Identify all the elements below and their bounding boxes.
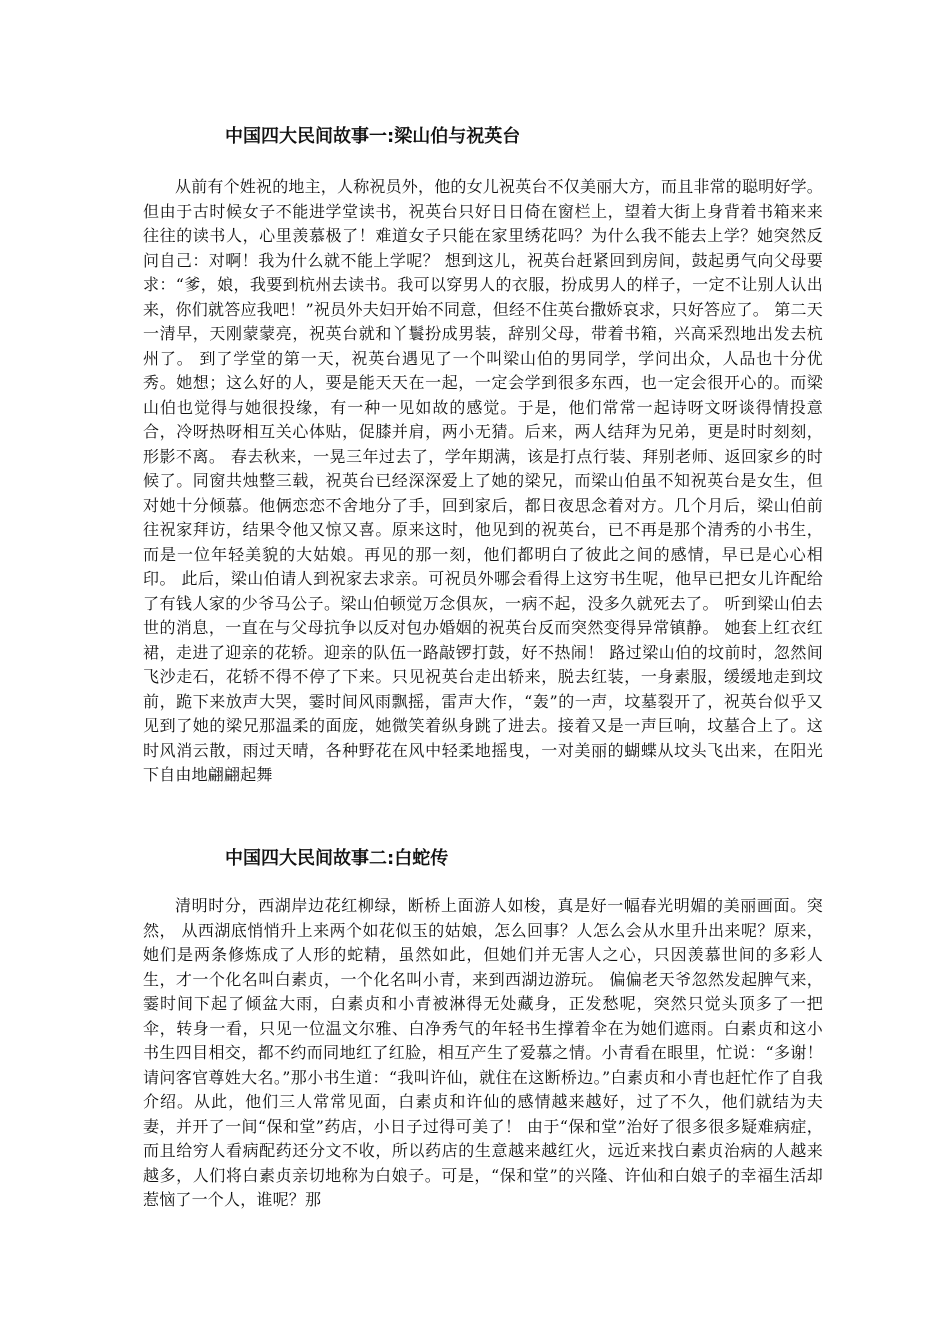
story-section-liang-zhu: [143, 125, 823, 788]
section-paragraph: 清明时分，西湖岸边花红柳绿，断桥上面游人如梭，真是好一幅春光明媚的美丽画面。突然， 从西湖底悄悄升上来两个如花似玉的姑娘，怎么回事？人怎么会从水里升出来呢？原来，她们是两条修炼成了人形的蛇精，虽然如此，但她们并无害人之心，只因羡慕世间的多彩人生，才一个化名叫白素贞，一个化名叫小青，来到西湖边游玩。 偏偏老天爷忽然发起脾气来，霎时间下起了倾盆大雨，白素贞和小青被淋得无处藏身，正发愁呢，突然只觉头顶多了一把伞，转身一看，只见一位温文尔雅、白净秀气的年轻书生撑着伞在为她们遮雨。白素贞和这小书生四目相交，都不约而同地红了红脸，相互产生了爱慕之情。小青看在眼里，忙说：“多谢！请问客官尊姓大名。”那小书生道：“我叫许仙，就住在这断桥边。”白素贞和小青也赶忙作了自我介绍。从此，他们三人常常见面，白素贞和许仙的感情越来越好，过了不久，他们就结为夫妻，并开了一间“保和堂”药店，小日子过得可美了！ 由于“保和堂”治好了很多很多疑难病症，而且给穷人看病配药还分文不收，所以药店的生意越来越红火，远近来找白素贞治病的人越来越多，人们将白素贞亲切地称为白娘子。可是，“保和堂”的兴隆、许仙和白娘子的幸福生活却惹恼了一个人，谁呢？那: [143, 896, 823, 1209]
section-title: 中国四大民间故事二:白蛇传: [225, 848, 449, 869]
section-title: 中国四大民间故事一:梁山伯与祝英台: [225, 126, 521, 147]
story-section-white-snake: [143, 847, 823, 1213]
section-paragraph: 从前有个姓祝的地主，人称祝员外，他的女儿祝英台不仅美丽大方，而且非常的聪明好学。但由于古时候女子不能进学堂读书，祝英台只好日日倚在窗栏上，望着大街上身背着书箱来来往往的读书人，心里羡慕极了！难道女子只能在家里绣花吗？为什么我不能去上学？她突然反问自己：对啊！我为什么就不能上学呢？ 想到这儿，祝英台赶紧回到房间，鼓起勇气向父母要求：“爹，娘，我要到杭州去读书。我可以穿男人的衣服，扮成男人的样子，一定不让别人认出来，你们就答应我吧！”祝员外夫妇开始不同意，但经不住英台撒娇哀求，只好答应了。 第二天一清早，天刚蒙蒙亮，祝英台就和丫鬟扮成男装，辞别父母，带着书箱，兴高采烈地出发去杭州了。 到了学堂的第一天，祝英台遇见了一个叫梁山伯的男同学，学问出众，人品也十分优秀。她想；这么好的人，要是能天天在一起，一定会学到很多东西，也一定会很开心的。而梁山伯也觉得与她很投缘，有一种一见如故的感觉。于是，他们常常一起诗呀文呀谈得情投意合，冷呀热呀相互关心体贴，促膝并肩，两小无猜。后来，两人结拜为兄弟，更是时时刻刻，形影不离。 春去秋来，一晃三年过去了，学年期满，该是打点行装、拜别老师、返回家乡的时候了。同窗共烛整三载，祝英台已经深深爱上了她的梁兄，而梁山伯虽不知祝英台是女生，但对她十分倾慕。他俩恋恋不舍地分了手，回到家后，都日夜思念着对方。几个月后，梁山伯前往祝家拜访，结果令他又惊又喜。原来这时，他见到的祝英台，已不再是那个清秀的小书生，而是一位年轻美貌的大姑娘。再见的那一刻，他们都明白了彼此之间的感情，早已是心心相印。 此后，梁山伯请人到祝家去求亲。可祝员外哪会看得上这穷书生呢，他早已把女儿许配给了有钱人家的少爷马公子。梁山伯顿觉万念俱灰，一病不起，没多久就死去了。 听到梁山伯去世的消息，一直在与父母抗争以反对包办婚姻的祝英台反而突然变得异常镇静。 她套上红衣红裙，走进了迎亲的花轿。迎亲的队伍一路敲锣打鼓，好不热闹！ 路过梁山伯的坟前时，忽然间飞沙走石，花轿不得不停了下来。只见祝英台走出轿来，脱去红装，一身素服，缓缓地走到坟前，跪下来放声大哭，霎时间风雨飘摇，雷声大作，“轰”的一声，坟墓裂开了，祝英台似乎又见到了她的梁兄那温柔的面庞，她微笑着纵身跳了进去。接着又是一声巨响，坟墓合上了。这时风消云散，雨过天晴，各种野花在风中轻柔地摇曳，一对美丽的蝴蝶从坟头飞出来，在阳光下自由地翩翩起舞: [143, 177, 824, 784]
